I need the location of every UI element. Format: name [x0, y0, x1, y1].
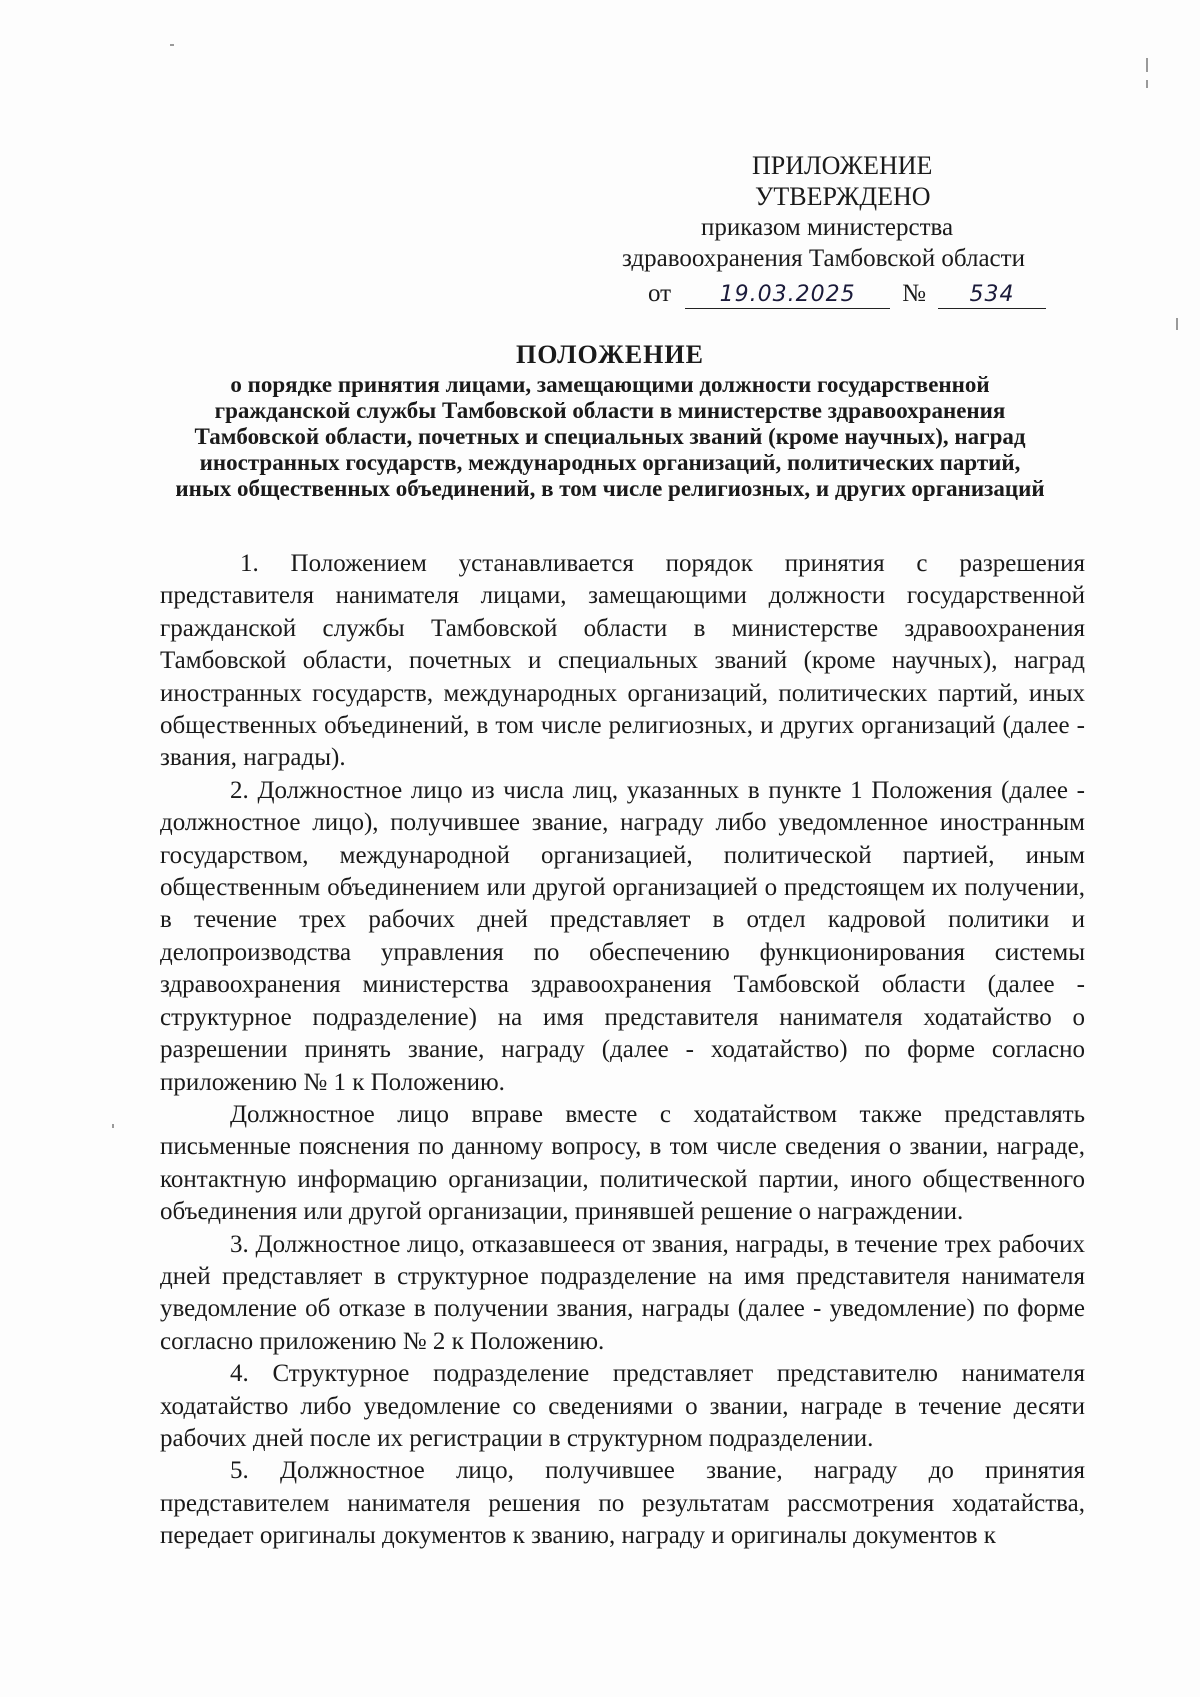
- document-title: [170, 340, 1050, 502]
- scan-mark: [170, 44, 174, 46]
- from-label: от: [648, 280, 672, 307]
- paragraph-2-continued: Должностное лицо вправе вместе с ходатайством также представлять письменные пояснения по данному вопросу, в том числе сведения о звании, награде, контактную информацию организации, политической партии, иного общественного объединения или другой организации, принявшей решение о награждении.: [160, 1100, 1085, 1226]
- order-date-number-line: [590, 278, 1060, 309]
- scan-mark: [1176, 318, 1178, 330]
- approved-label: УТВЕРЖДЕНО: [755, 182, 931, 211]
- title-subtitle: о порядке принятия лицами, замещающими должности государственной гражданской службы Тамбовской области в министерстве здравоохранения Тамбовской области, почетных и специальных званий (кроме научных), наград иностранных государств, международных организаций, политических партий, иных общественных объединений, в том числе религиозных, и других организаций: [175, 372, 1045, 501]
- approval-block: [590, 150, 1060, 309]
- document-body: [160, 548, 1085, 1553]
- scan-mark: [112, 1124, 114, 1128]
- number-sign: №: [902, 280, 926, 307]
- appendix-label: ПРИЛОЖЕНИЕ: [752, 151, 933, 180]
- title-main: ПОЛОЖЕНИЕ: [516, 340, 704, 369]
- paragraph-1: 1. Положением устанавливается порядок принятия с разрешения представителя нанимателя лицами, замещающими должности государственной гражданской службы Тамбовской области в министерстве здравоохранения Тамбовской области, почетных и специальных званий (кроме научных), наград иностранных государств, международных организаций, политических партий, иных общественных объединений, в том числе религиозных, и других организаций (далее - звания, награды).: [160, 550, 1085, 772]
- order-date-handwritten: 19.03.2025: [685, 282, 890, 309]
- scan-mark: [1146, 80, 1148, 88]
- paragraph-2: 2. Должностное лицо из числа лиц, указанных в пункте 1 Положения (далее - должностное лицо), получившее звание, награду либо уведомленное иностранным государством, международной организацией, политической партией, иным общественным объединением или другой организацией о предстоящем их получении, в течение трех рабочих дней представляет в отдел кадровой политики и делопроизводства управления по обеспечению функционирования системы здравоохранения министерства здравоохранения Тамбовской области (далее - структурное подразделение) на имя представителя нанимателя ходатайство о разрешении принять звание, награду (далее - ходатайство) по форме согласно приложению № 1 к Положению.: [160, 776, 1085, 1096]
- ministry-label: здравоохранения Тамбовской области: [622, 245, 1025, 272]
- paragraph-3: 3. Должностное лицо, отказавшееся от звания, награды, в течение трех рабочих дней представляет в структурное подразделение на имя представителя нанимателя уведомление об отказе в получении звания, награды (далее - уведомление) по форме согласно приложению № 2 к Положению.: [160, 1230, 1085, 1355]
- paragraph-5: 5. Должностное лицо, получившее звание, награду до принятия представителем нанимателя решения по результатам рассмотрения ходатайства, передает оригиналы документов к званию, награду и оригиналы документов к: [160, 1457, 1085, 1550]
- order-label: приказом министерства: [701, 214, 954, 241]
- paragraph-4: 4. Структурное подразделение представляет представителю нанимателя ходатайство либо уведомление со сведениями о звании, награде в течение десяти рабочих дней после их регистрации в структурном подразделении.: [160, 1360, 1085, 1452]
- order-number-handwritten: 534: [938, 282, 1046, 309]
- scan-mark: [1146, 58, 1148, 72]
